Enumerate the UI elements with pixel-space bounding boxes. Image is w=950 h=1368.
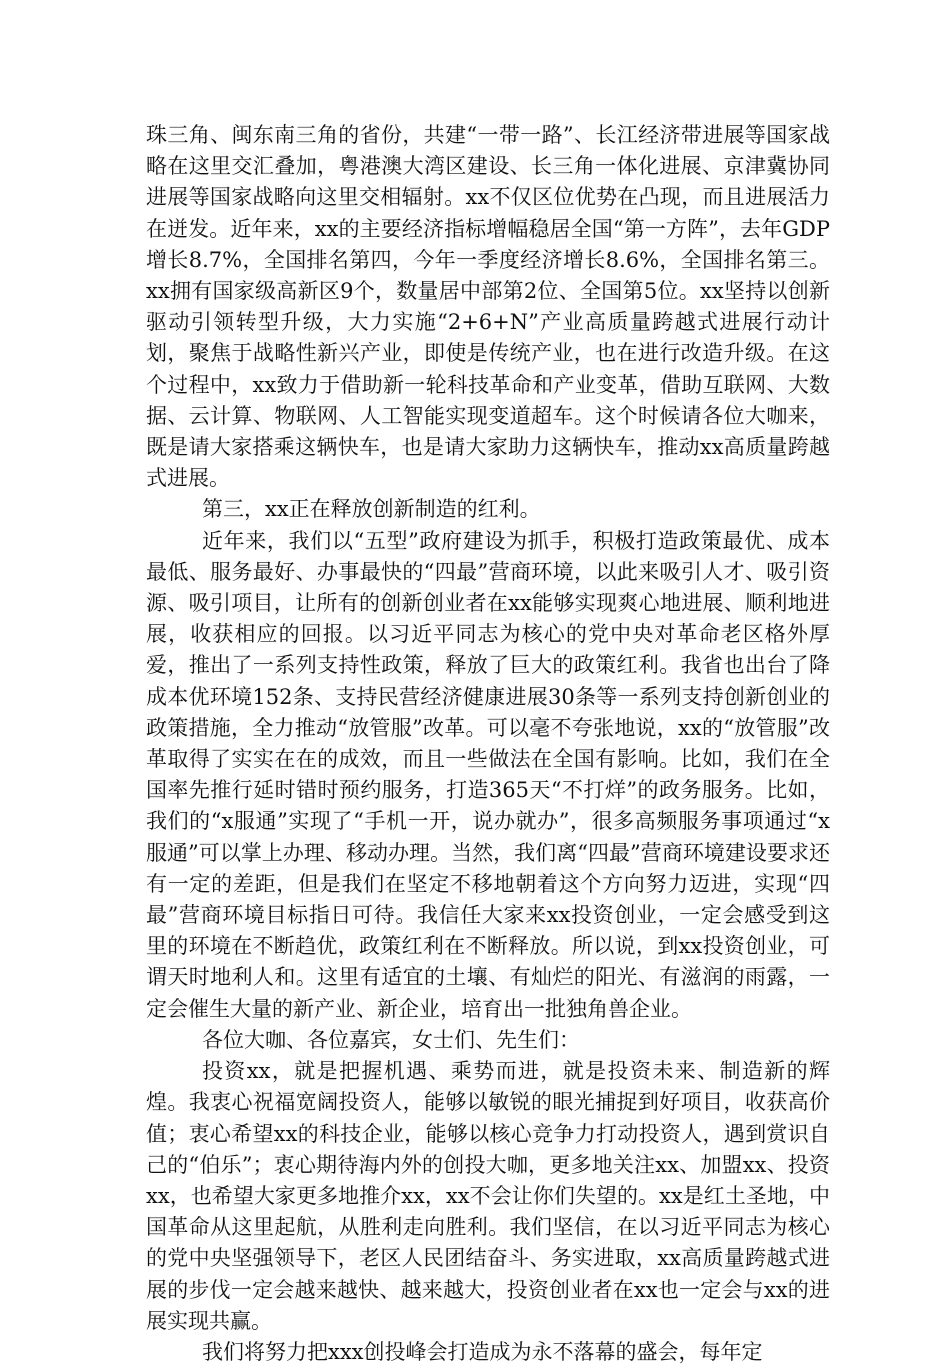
paragraph-2: 第三，xx正在释放创新制造的红利。 (202, 497, 541, 522)
document-page (146, 120, 830, 1368)
paragraph-5: 投资xx，就是把握机遇、乘势而进，就是投资未来、制造新的辉煌。我衷心祝福宽阔投资人，能够以敏锐的眼光捕捉到好项目，收获高价值；衷心希望xx的科技企业，能够以核心竞争力打动投资人，遇到赏识自己的“伯乐”；衷心期待海内外的创投大咖，更多地关注xx、加盟xx、投资xx，也希望大家更多地推介xx，xx不会让你们失望的。xx是红土圣地，中国革命从这里起航，从胜利走向胜利。我们坚信，在以习近平同志为核心的党中央坚强领导下，老区人民团结奋斗、务实进取，xx高质量跨越式进展的步伐一定会越来越快、越来越大，投资创业者在xx也一定会与xx的进展实现共赢。 (146, 1059, 830, 1333)
paragraph-4: 各位大咖、各位嘉宾，女士们、先生们： (202, 1027, 580, 1052)
paragraph-1: 珠三角、闽东南三角的省份，共建“一带一路”、长江经济带进展等国家战略在这里交汇叠加，粤港澳大湾区建设、长三角一体化进展、京津冀协同进展等国家战略向这里交相辐射。xx不仅区位优势在凸现，而且进展活力在迸发。近年来，xx的主要经济指标增幅稳居全国“第一方阵”，去年GDP增长8.7%，全国排名第四，今年一季度经济增长8.6%，全国排名第三。xx拥有国家级高新区9个，数量居中部第2位、全国第5位。xx坚持以创新驱动引领转型升级，大力实施“2+6+N”产业高质量跨越式进展行动计划，聚焦于战略性新兴产业，即使是传统产业，也在进行改造升级。在这个过程中，xx致力于借助新一轮科技革命和产业变革，借助互联网、大数据、云计算、物联网、人工智能实现变道超车。这个时候请各位大咖来，既是请大家搭乘这辆快车，也是请大家助力这辆快车，推动xx高质量跨越式进展。 (146, 123, 830, 491)
paragraph-6: 我们将努力把xxx创投峰会打造成为永不落幕的盛会，每年定 (202, 1339, 763, 1364)
paragraph-3: 近年来，我们以“五型”政府建设为抓手，积极打造政策最优、成本最低、服务最好、办事最快的“四最”营商环境，以此来吸引人才、吸引资源、吸引项目，让所有的创新创业者在xx能够实现爽心地进展、顺利地进展，收获相应的回报。以习近平同志为核心的党中央对革命老区格外厚爱，推出了一系列支持性政策，释放了巨大的政策红利。我省也出台了降成本优环境152条、支持民营经济健康进展30条等一系列支持创新创业的政策措施，全力推动“放管服”改革。可以毫不夸张地说，xx的“放管服”改革取得了实实在在的成效，而且一些做法在全国有影响。比如，我们在全国率先推行延时错时预约服务，打造365天“不打烊”的政务服务。比如，我们的“x服通”实现了“手机一开，说办就办”，很多高频服务事项通过“x服通”可以掌上办理、移动办理。当然，我们离“四最”营商环境建设要求还有一定的差距，但是我们在坚定不移地朝着这个方向努力迈进，实现“四最”营商环境目标指日可待。我信任大家来xx投资创业，一定会感受到这里的环境在不断趋优，政策红利在不断释放。所以说，到xx投资创业，可谓天时地利人和。这里有适宜的土壤、有灿烂的阳光、有滋润的雨露，一定会催生大量的新产业、新企业，培育出一批独角兽企业。 (146, 528, 830, 1021)
